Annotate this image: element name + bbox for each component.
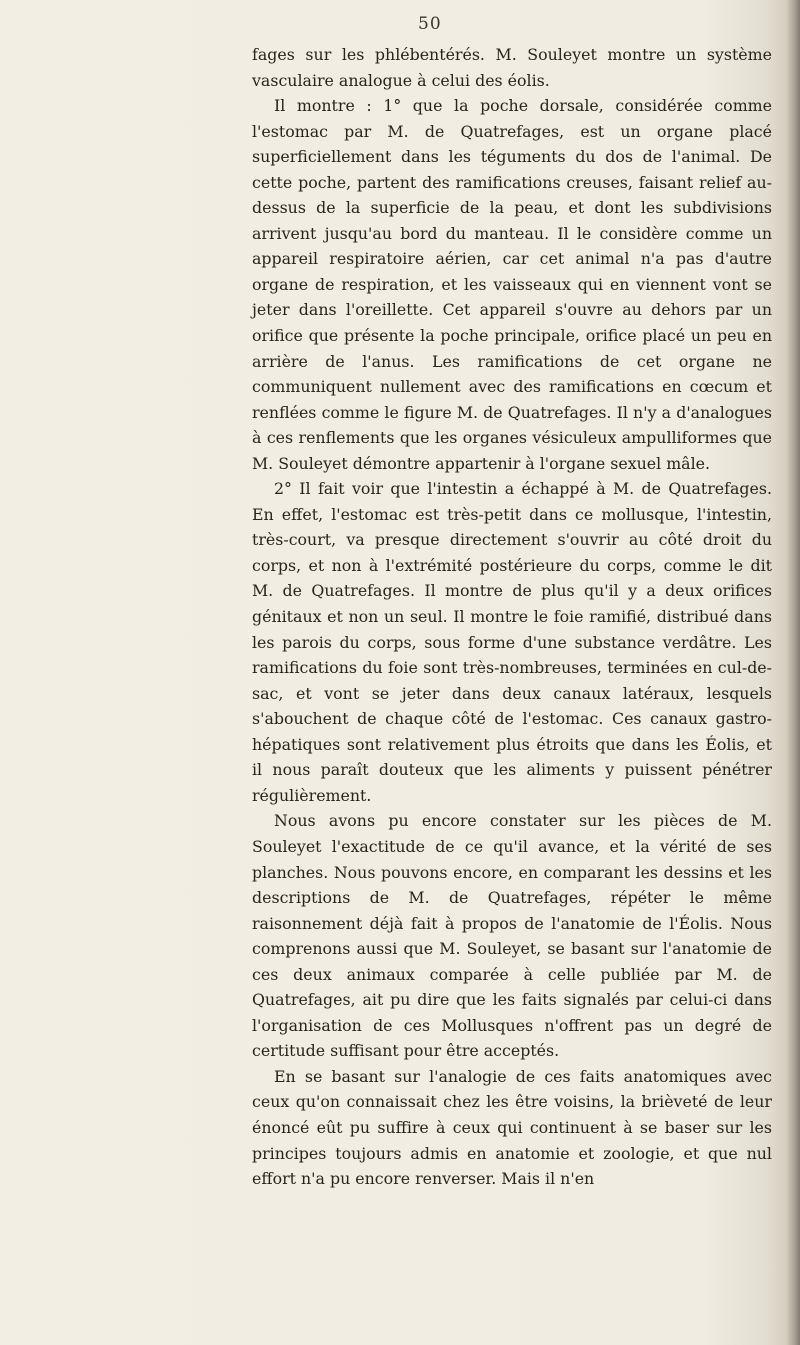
body-text [252,42,772,1192]
paragraph-verification: Nous avons pu encore constater sur les pièces de M. Souleyet l'exactitude de ce qu'il avance, et la vérité de ses planches. Nous pouvons encore, en comparant les dessins et les descriptions de M. de Quatrefages, répéter le même raisonnement déjà fait à propos de l'anatomie de l'Éolis. Nous comprenons aussi que M. Souleyet, se basant sur l'anatomie de ces deux animaux comparée à celle publiée par M. de Quatrefages, ait pu dire que les faits signalés par celui-ci dans l'organisation de ces Mollusques n'offrent pas un degré de certitude suffisant pour être acceptés. [252,811,772,1061]
page-number: 50 [418,14,442,34]
paragraph-point-1: Il montre : 1° que la poche dorsale, considérée comme l'estomac par M. de Quatrefages, est un organe placé superficiellement dans les téguments du dos de l'animal. De cette poche, partent des ramifications creuses, faisant relief au-dessus de la superficie de la peau, et dont les subdivisions arrivent jusqu'au bord du manteau. Il le considère comme un appareil respiratoire aérien, car cet animal n'a pas d'autre organe de respiration, et les vaisseaux qui en viennent vont se jeter dans l'oreillette. Cet appareil s'ouvre au dehors par un orifice que présente la poche principale, orifice placé un peu en arrière de l'anus. Les ramifications de cet organe ne communiquent nullement avec des ramifications en cœcum et renflées comme le figure M. de Quatrefages. Il n'y a d'analogues à ces renflements que les organes vésiculeux ampulliformes que M. Souleyet démontre appartenir à l'organe sexuel mâle. [252,96,772,473]
paragraph-point-2: 2° Il fait voir que l'intestin a échappé à M. de Quatrefages. En effet, l'estomac est très-petit dans ce mollusque, l'intestin, très-court, va presque directement s'ouvrir au côté droit du corps, et non à l'extrémité postérieure du corps, comme le dit M. de Quatrefages. Il montre de plus qu'il y a deux orifices génitaux et non un seul. Il montre le foie ramifié, distribué dans les parois du corps, sous forme d'une substance verdâtre. Les ramifications du foie sont très-nombreuses, terminées en cul-de-sac, et vont se jeter dans deux canaux latéraux, lesquels s'abouchent de chaque côté de l'estomac. Ces canaux gastro-hépatiques sont relativement plus étroits que dans les Éolis, et il nous paraît douteux que les aliments y puissent pénétrer régulièrement. [252,479,772,805]
page-binding-shadow [786,0,800,1345]
paragraph-continuation: fages sur les phlébentérés. M. Souleyet montre un système vasculaire analogue à celui des éolis. [252,45,772,90]
paragraph-analogy: En se basant sur l'analogie de ces faits anatomiques avec ceux qu'on connaissait chez les être voisins, la brièveté de leur énoncé eût pu suffire à ceux qui continuent à se baser sur les principes toujours admis en anatomie et zoologie, et que nul effort n'a pu encore renverser. Mais il n'en [252,1066,772,1189]
